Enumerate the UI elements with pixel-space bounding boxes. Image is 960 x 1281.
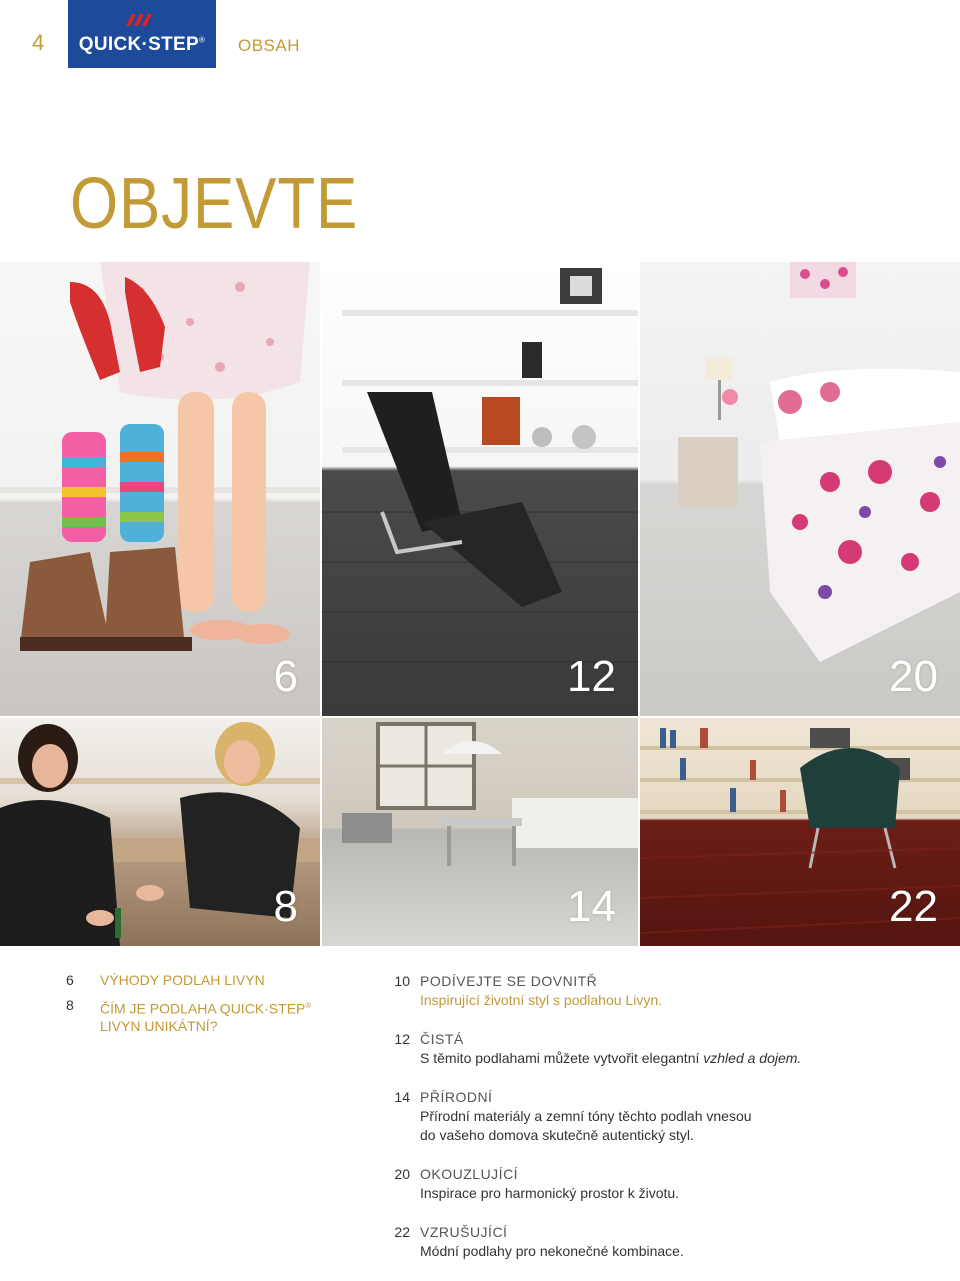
toc-title: VÝHODY PODLAH LIVYN <box>100 972 265 988</box>
quick-step-logo <box>68 0 216 68</box>
toc-description: Inspirace pro harmonický prostor k životu. <box>420 1185 680 1201</box>
toc-page-number: 6 <box>66 972 74 988</box>
photo-tile-6[interactable] <box>0 262 320 716</box>
toc-page-number: 12 <box>394 1031 410 1047</box>
toc-description: Módní podlahy pro nekonečné kombinace. <box>420 1243 684 1259</box>
photo-tile-8[interactable] <box>0 718 320 946</box>
toc-entry[interactable] <box>386 972 906 1010</box>
toc-entry[interactable] <box>386 1165 906 1203</box>
toc-entry[interactable] <box>66 997 346 1035</box>
logo-text: QUICK·STEP® <box>78 34 206 55</box>
photo-women-measuring <box>0 718 320 946</box>
toc-title: ČÍM JE PODLAHA QUICK·STEP® LIVYN UNIKÁTNÍ? <box>100 1000 312 1034</box>
toc-page-number: 8 <box>66 997 74 1013</box>
page-heading: OBJEVTE <box>70 164 359 244</box>
toc-right-column <box>386 972 906 1281</box>
tile-number: 12 <box>567 652 616 701</box>
tile-number: 6 <box>273 652 298 701</box>
photo-lounge-chair <box>322 262 638 716</box>
toc-title: PODÍVEJTE SE DOVNITŘ <box>420 973 598 989</box>
photo-feet-shoes <box>0 262 320 716</box>
toc-page-number: 22 <box>394 1224 410 1240</box>
photo-tile-14[interactable] <box>322 718 638 946</box>
toc-description: S těmito podlahami můžete vytvořit elegantní vzhled a dojem. <box>420 1050 802 1066</box>
toc-page-number: 14 <box>394 1089 410 1105</box>
toc-entry[interactable] <box>386 1088 906 1145</box>
toc-description: Inspirující životní styl s podlahou Livyn. <box>420 992 663 1008</box>
toc-page-number: 20 <box>394 1166 410 1182</box>
page-number: 4 <box>32 30 45 55</box>
toc-page-number: 10 <box>394 973 410 989</box>
tile-number: 20 <box>889 652 938 701</box>
photo-tile-20[interactable] <box>640 262 960 716</box>
logo-mark-icon <box>124 12 156 26</box>
toc-entry[interactable] <box>66 972 346 989</box>
toc-title: VZRUŠUJÍCÍ <box>420 1224 508 1240</box>
toc-entry[interactable] <box>386 1030 906 1068</box>
tile-number: 8 <box>273 882 298 931</box>
toc-description: Přírodní materiály a zemní tóny těchto podlah vnesou do vašeho domova skutečně autentický styl. <box>420 1108 752 1143</box>
toc-entry[interactable] <box>386 1223 906 1261</box>
photo-tile-12[interactable] <box>322 262 638 716</box>
photo-bedroom <box>640 262 960 716</box>
toc-title: PŘÍRODNÍ <box>420 1089 493 1105</box>
section-title: OBSAH <box>238 36 301 55</box>
toc-title: OKOUZLUJÍCÍ <box>420 1166 519 1182</box>
photo-tile-22[interactable] <box>640 718 960 946</box>
tile-number: 22 <box>889 882 938 931</box>
tile-number: 14 <box>567 882 616 931</box>
toc-left-column <box>66 972 346 1043</box>
toc-title: ČISTÁ <box>420 1031 464 1047</box>
